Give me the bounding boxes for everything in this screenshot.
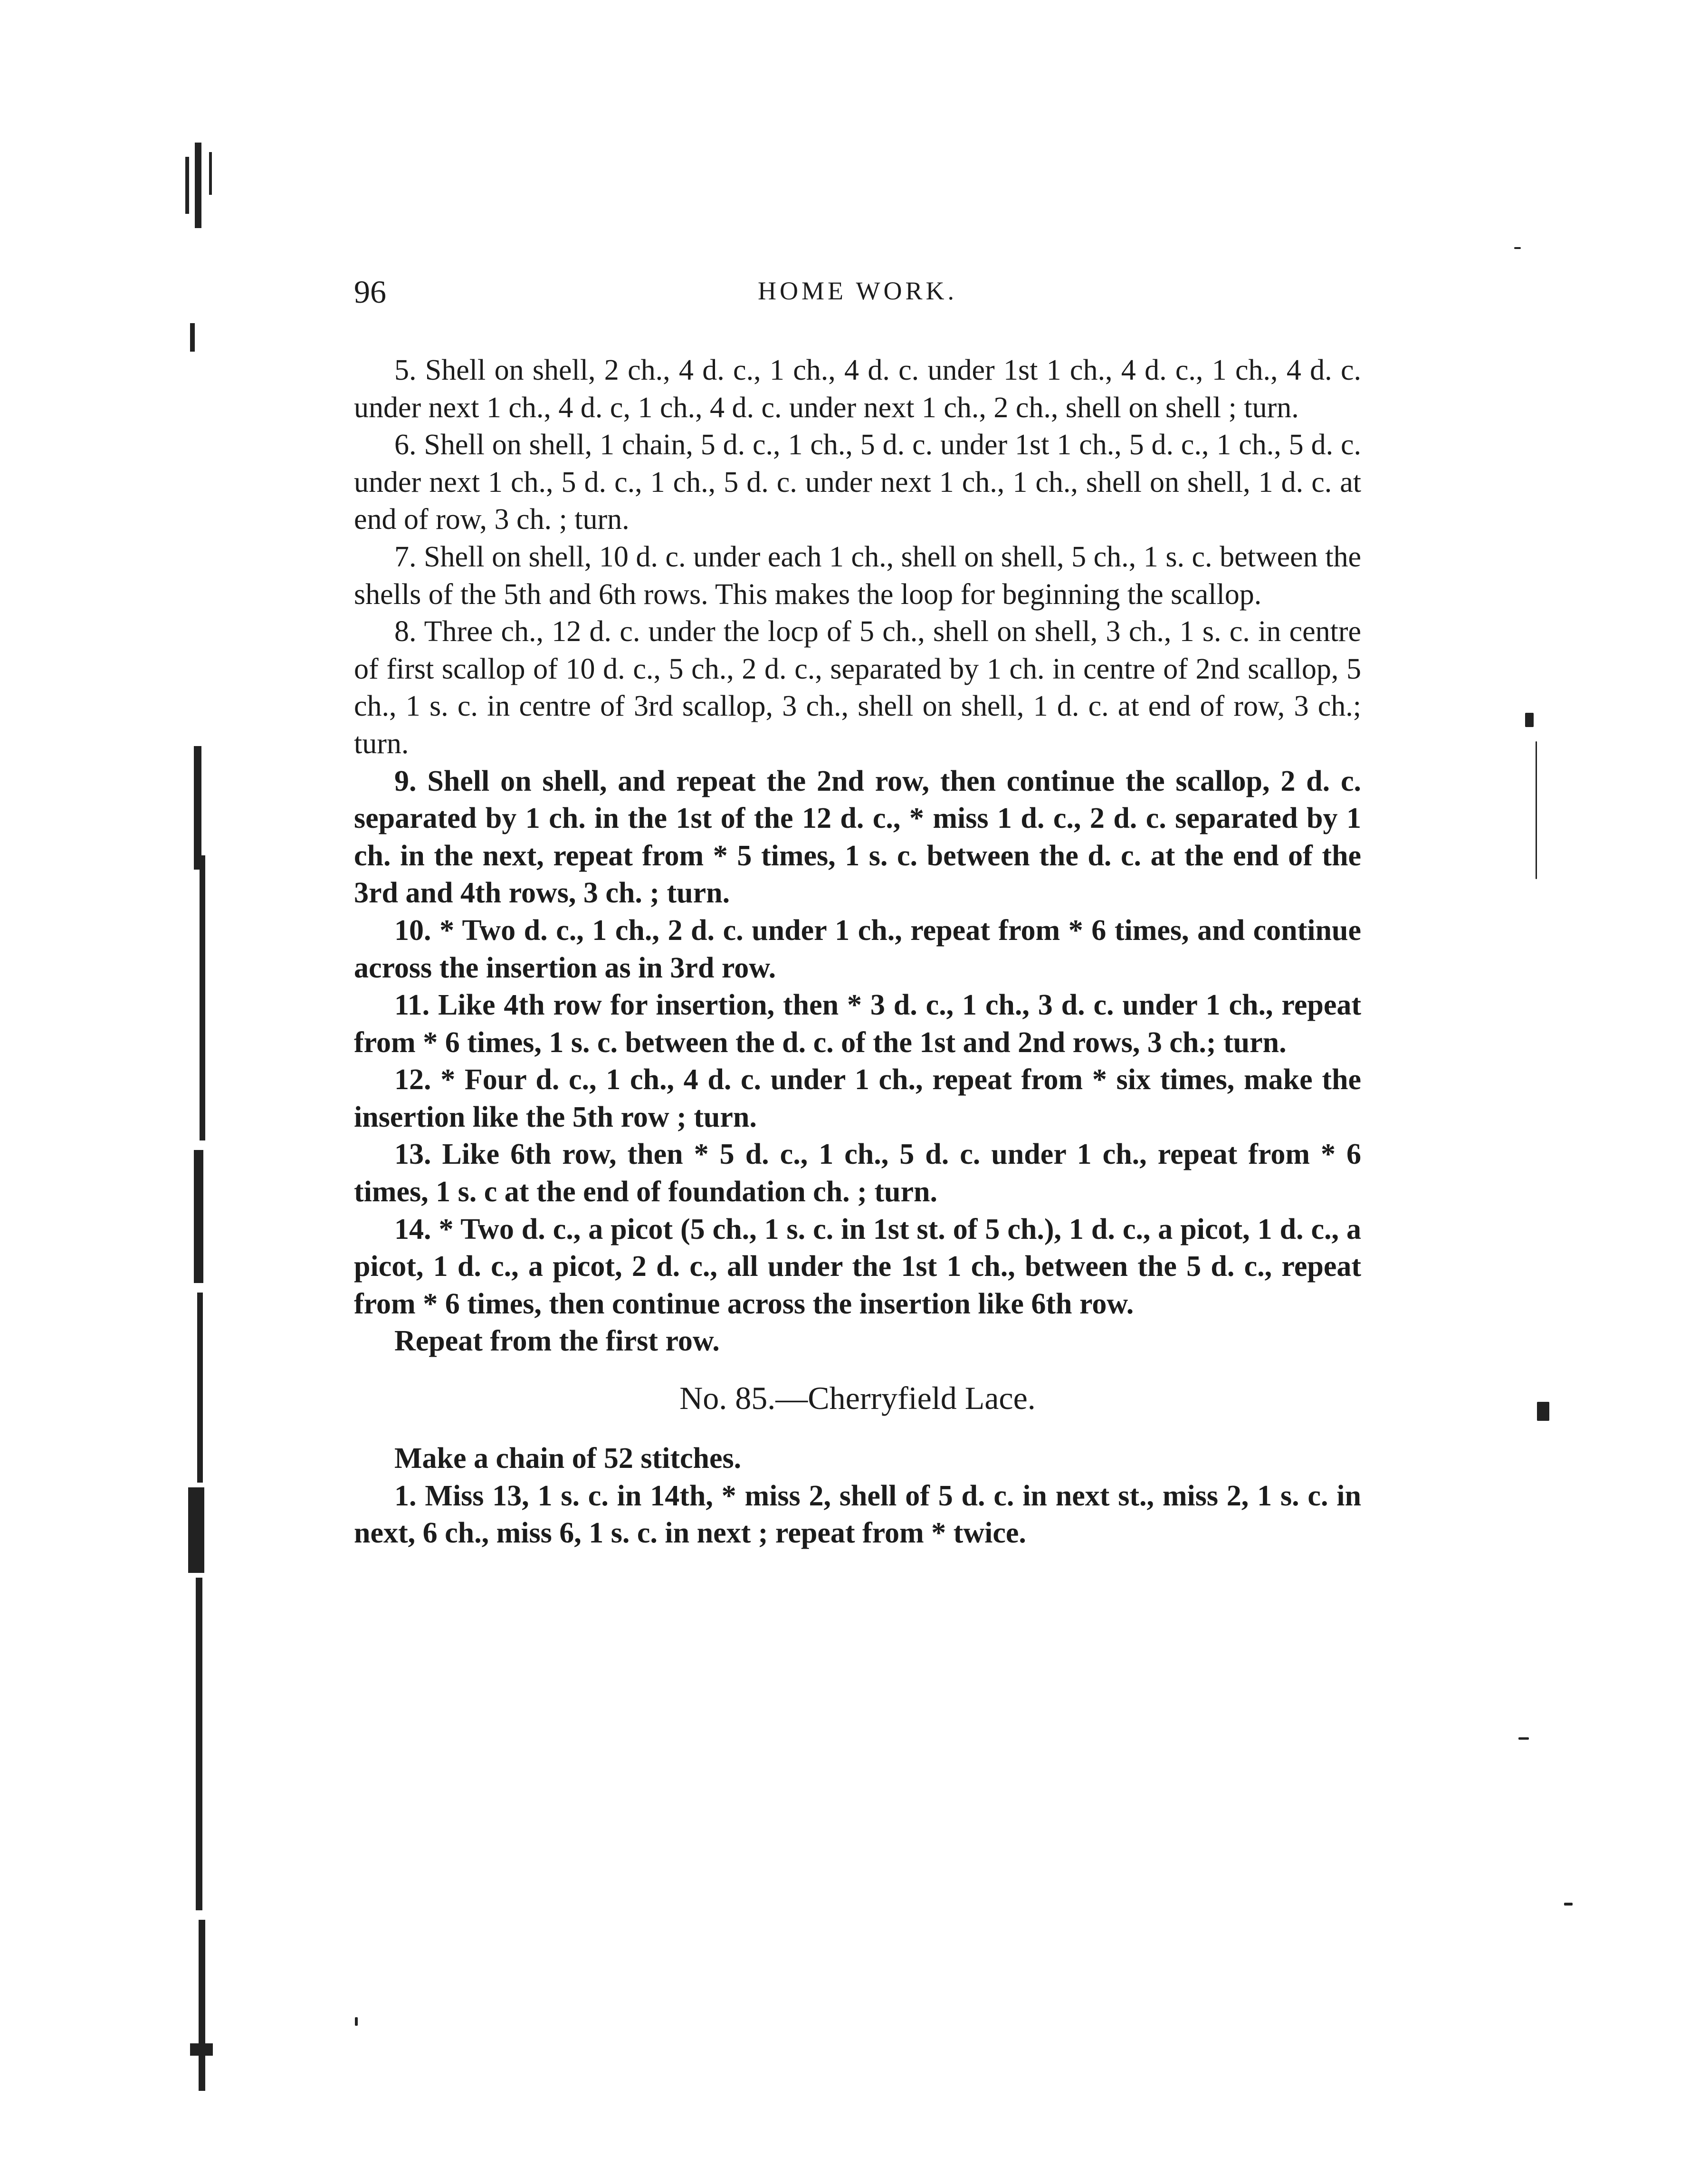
body-text xyxy=(354,352,1361,1552)
paragraph-row-9: 9. Shell on shell, and repeat the 2nd row, then continue the scallop, 2 d. c. separated by 1 ch. in the 1st of the 12 d. c., * miss 1 d. c., 2 d. c. separated by 1 ch. in the next, repeat from * 5 times, 1 s. c. between the d. c. at the end of the 3rd and 4th rows, 3 ch. ; turn. xyxy=(354,765,1361,910)
paragraph-repeat: Repeat from the first row. xyxy=(394,1325,720,1358)
paragraph-row-10: 10. * Two d. c., 1 ch., 2 d. c. under 1 ch., repeat from * 6 times, and continue across the insertion as in 3rd row. xyxy=(354,914,1361,984)
page-number: 96 xyxy=(354,274,386,310)
paragraph-row-12: 12. * Four d. c., 1 ch., 4 d. c. under 1 ch., repeat from * six times, make the insertion like the 5th row ; turn. xyxy=(354,1063,1361,1133)
section-body xyxy=(354,1440,1361,1552)
paragraph-row-13: 13. Like 6th row, then * 5 d. c., 1 ch., 5 d. c. under 1 ch., repeat from * 6 times, 1 s. c at the end of foundation ch. ; turn. xyxy=(354,1138,1361,1208)
running-title: HOME WORK. xyxy=(758,277,957,305)
page-header xyxy=(354,273,1361,316)
paragraph-row-7: 7. Shell on shell, 10 d. c. under each 1 ch., shell on shell, 5 ch., 1 s. c. between the shells of the 5th and 6th rows. This makes the loop for beginning the scallop. xyxy=(354,540,1361,611)
paragraph-row-14: 14. * Two d. c., a picot (5 ch., 1 s. c. in 1st st. of 5 ch.), 1 d. c., a picot, 1 d. c., a picot, 1 d. c., a picot, 2 d. c., all under the 1st 1 ch., between the 5 d. c., repeat from * 6 times, then continue across the insertion like 6th row. xyxy=(354,1213,1361,1320)
paragraph-row-11: 11. Like 4th row for insertion, then * 3 d. c., 1 ch., 3 d. c. under 1 ch., repeat from * 6 times, 1 s. c. between the d. c. of the 1st and 2nd rows, 3 ch.; turn. xyxy=(354,989,1361,1059)
binding-edge-artifact xyxy=(143,143,242,2091)
section-paragraph-chain: Make a chain of 52 stitches. xyxy=(394,1442,742,1475)
paragraph-row-5: 5. Shell on shell, 2 ch., 4 d. c., 1 ch., 4 d. c. under 1st 1 ch., 4 d. c., 1 ch., 4 d. c. under next 1 ch., 4 d. c, 1 ch., 4 d. c. under next 1 ch., 2 ch., shell on shell ; turn. xyxy=(354,354,1361,424)
paragraph-row-6: 6. Shell on shell, 1 chain, 5 d. c., 1 ch., 5 d. c. under 1st 1 ch., 5 d. c., 1 ch., 5 d. c. under next 1 ch., 5 d. c., 1 ch., 5 d. c. under next 1 ch., 1 ch., shell on shell, 1 d. c. at end of row, 3 ch. ; turn. xyxy=(354,429,1361,536)
paragraph-row-8: 8. Three ch., 12 d. c. under the locp of 5 ch., shell on shell, 3 ch., 1 s. c. in centre of first scallop of 10 d. c., 5 ch., 2 d. c., separated by 1 ch. in centre of 2nd scallop, 5 ch., 1 s. c. in centre of 3rd scallop, 3 ch., shell on shell, 1 d. c. at end of row, 3 ch.; turn. xyxy=(354,615,1361,760)
section-paragraph-row-1: 1. Miss 13, 1 s. c. in 14th, * miss 2, shell of 5 d. c. in next st., miss 2, 1 s. c. in next, 6 ch., miss 6, 1 s. c. in next ; repeat from * twice. xyxy=(354,1479,1361,1550)
section-heading: No. 85.—Cherryfield Lace. xyxy=(679,1380,1036,1417)
